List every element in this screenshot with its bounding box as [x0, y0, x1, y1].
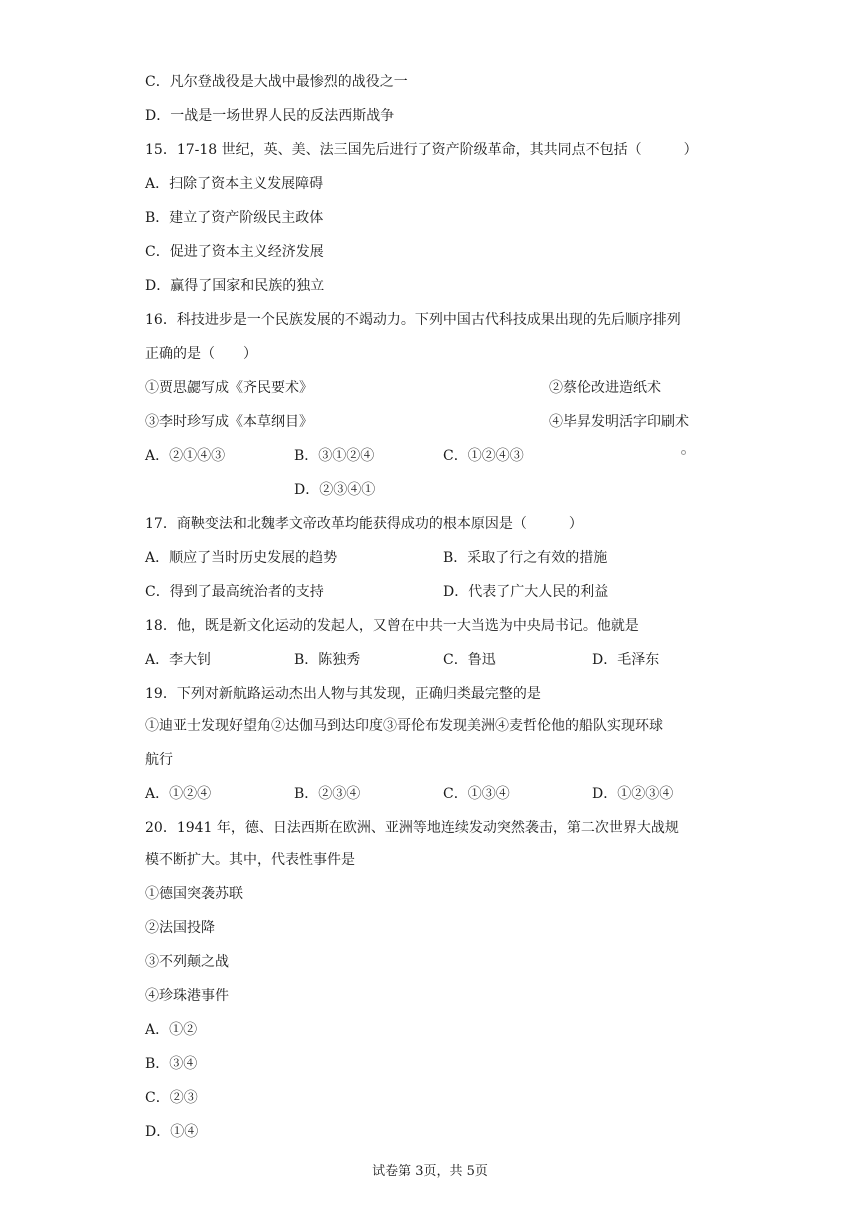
q18-option-c: C．鲁迅: [443, 652, 496, 668]
q18-option-b: B．陈独秀: [294, 652, 361, 668]
q17-option-b: B．采取了行之有效的措施: [443, 550, 608, 566]
q16-option-a: A．②①④③: [145, 448, 226, 464]
q16-statement-1: ①贾思勰写成《齐民要术》: [145, 380, 313, 396]
q19-option-a: A．①②④: [145, 786, 212, 802]
q16-statement-2: ②蔡伦改进造纸术: [549, 380, 661, 396]
q19-option-b: B．②③④: [294, 786, 361, 802]
q17-option-a: A．顺应了当时历史发展的趋势: [145, 550, 338, 566]
q16-option-c: C．①②④③: [443, 448, 524, 464]
q17-option-c: C．得到了最高统治者的支持: [145, 584, 324, 600]
q20-statement-3: ③不列颠之战: [145, 954, 229, 970]
q18-option-a: A．李大钊: [145, 652, 212, 668]
q20-option-c: C．②③: [145, 1090, 198, 1106]
q18-stem: 18．他，既是新文化运动的发起人，又曾在中共一大当选为中央局书记。他就是: [145, 618, 639, 634]
q20-stem-line2: 模不断扩大。其中，代表性事件是: [145, 852, 355, 868]
q16-stem-line1: 16．科技进步是一个民族发展的不竭动力。下列中国古代科技成果出现的先后顺序排列: [145, 312, 681, 328]
q19-statements-line2: 航行: [145, 752, 173, 768]
q20-option-d: D．①④: [145, 1124, 199, 1140]
q16-option-d: D．②③④①: [294, 482, 376, 498]
q16-option-b: B．③①②④: [294, 448, 375, 464]
q16-statement-3: ③李时珍写成《本草纲目》: [145, 414, 313, 430]
q20-option-a: A．①②: [145, 1022, 198, 1038]
q20-statement-1: ①德国突袭苏联: [145, 886, 243, 902]
q16-stem-line2: 正确的是（ ）: [145, 346, 257, 362]
q15-option-d: D．赢得了国家和民族的独立: [145, 278, 325, 294]
stray-dot-mark: [681, 450, 686, 455]
q17-option-d: D．代表了广大人民的利益: [443, 584, 609, 600]
q15-stem: 15．17-18 世纪，英、美、法三国先后进行了资产阶级革命，其共同点不包括（ ）: [145, 142, 698, 158]
q14-option-d: D．一战是一场世界人民的反法西斯战争: [145, 108, 395, 124]
q20-stem-line1: 20．1941 年，德、日法西斯在欧洲、亚洲等地连续发动突然袭击，第二次世界大战规: [145, 820, 679, 836]
q18-option-d: D．毛泽东: [592, 652, 660, 668]
q15-option-a: A．扫除了资本主义发展障碍: [145, 176, 324, 192]
q20-option-b: B．③④: [145, 1056, 198, 1072]
q16-statement-4: ④毕昇发明活字印刷术: [549, 414, 689, 430]
q15-option-b: B．建立了资产阶级民主政体: [145, 210, 324, 226]
q19-statements-line1: ①迪亚士发现好望角②达伽马到达印度③哥伦布发现美洲④麦哲伦他的船队实现环球: [145, 718, 663, 734]
q14-option-c: C．凡尔登战役是大战中最惨烈的战役之一: [145, 74, 408, 90]
q19-stem: 19．下列对新航路运动杰出人物与其发现，正确归类最完整的是: [145, 686, 541, 702]
q20-statement-2: ②法国投降: [145, 920, 215, 936]
q17-stem: 17．商鞅变法和北魏孝文帝改革均能获得成功的根本原因是（ ）: [145, 516, 583, 532]
q15-option-c: C．促进了资本主义经济发展: [145, 244, 324, 260]
q19-option-d: D．①②③④: [592, 786, 674, 802]
q20-statement-4: ④珍珠港事件: [145, 988, 229, 1004]
page-footer: 试卷第 3页，共 5页: [372, 1164, 488, 1179]
q19-option-c: C．①③④: [443, 786, 510, 802]
